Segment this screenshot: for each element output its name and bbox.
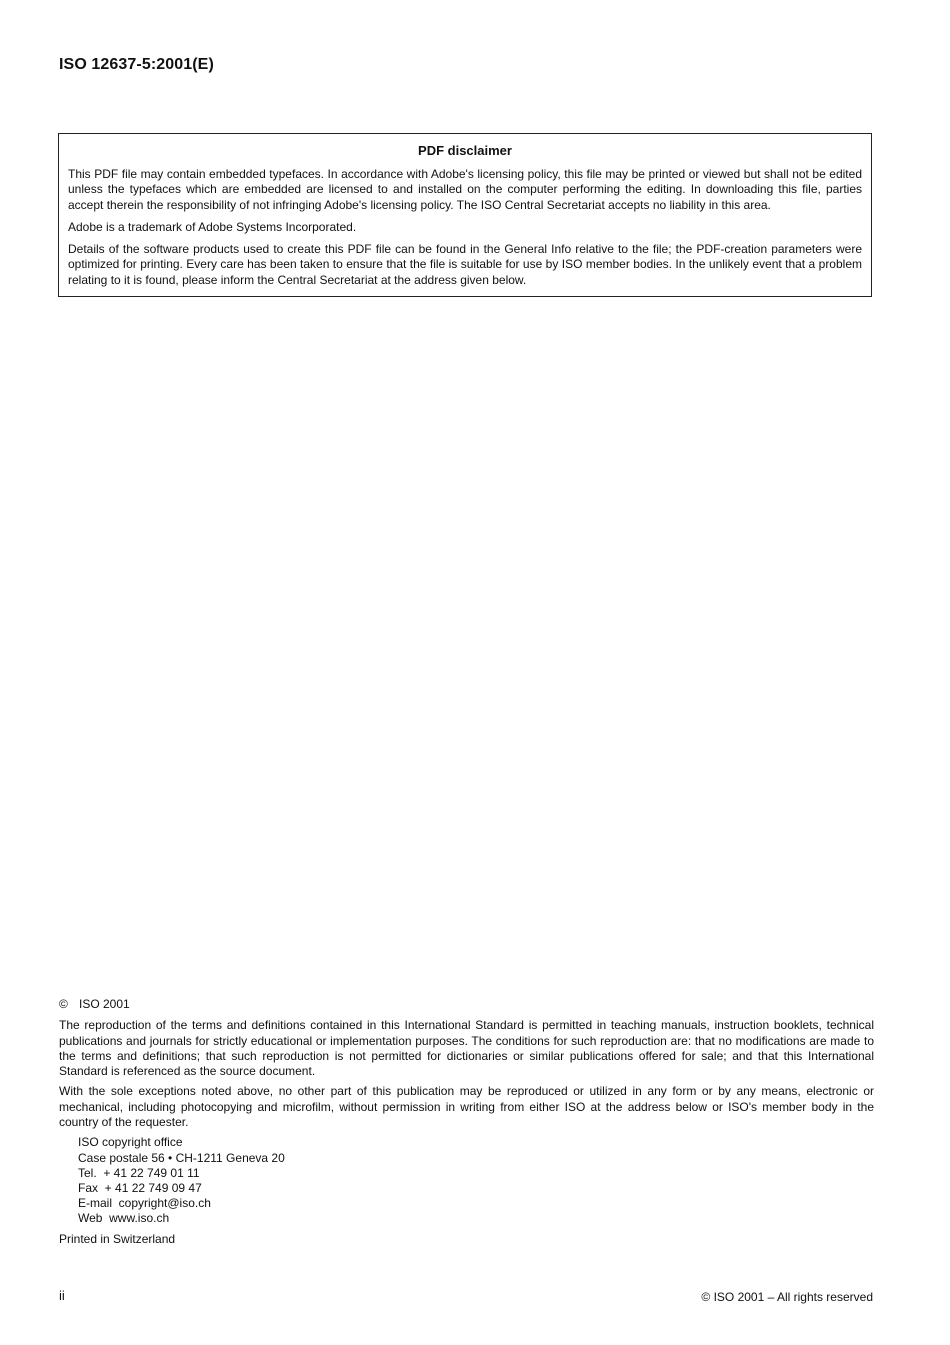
page-number: ii [59,1288,65,1303]
disclaimer-title: PDF disclaimer [418,143,512,158]
disclaimer-paragraph: Adobe is a trademark of Adobe Systems Incorporated. [68,219,357,234]
address-line: Fax + 41 22 749 09 47 [78,1180,202,1195]
copyright-year: ISO 2001 [79,997,130,1011]
copyright-paragraph: The reproduction of the terms and definitions contained in this International Standard is permitted in teaching manuals, instruction booklets, technical publications and journals for strictly educational or implementation purposes. The conditions for such reproduction are: that no modifications are made to the terms and definitions; that such reproduction is not permitted for dictionaries or similar publications offered for sale; and that this International Standard is referenced as the source document. [59,1018,874,1079]
printed-in: Printed in Switzerland [59,1231,176,1246]
copyright-paragraph: With the sole exceptions noted above, no other part of this publication may be reproduced or utilized in any form or by any means, electronic or mechanical, including photocopying and microfilm, without permission in writing from either ISO at the address below or ISO's member body in the country of the requester. [59,1084,874,1130]
address-line: Case postale 56 • CH-1211 Geneva 20 [78,1150,285,1165]
copyright-office-address [78,1135,874,1226]
address-line: Tel. + 41 22 749 01 11 [78,1165,200,1180]
copyright-notice [59,997,874,1252]
document-id: ISO 12637-5:2001(E) [59,56,214,73]
disclaimer-paragraph: This PDF file may contain embedded typefaces. In accordance with Adobe's licensing policy, this file may be printed or viewed but shall not be edited unless the typefaces which are embedded are licensed to and installed on the computer performing the editing. In downloading this file, parties accept therein the responsibility of not infringing Adobe's licensing policy. The ISO Central Secretariat accepts no liability in this area. [68,167,862,212]
copyright-symbol: © [59,997,68,1011]
address-line: E-mail copyright@iso.ch [78,1196,211,1211]
disclaimer-paragraph: Details of the software products used to create this PDF file can be found in the General Info relative to the file; the PDF-creation parameters were optimized for printing. Every care has been taken to ensure that the file is suitable for use by ISO member bodies. In the unlikely event that a problem relating to it is found, please inform the Central Secretariat at the address given below. [68,242,862,287]
footer-rights: © ISO 2001 – All rights reserved [701,1290,873,1304]
copyright-line [59,997,874,1012]
address-line: ISO copyright office [78,1135,183,1150]
pdf-disclaimer-box [58,133,872,297]
address-line: Web www.iso.ch [78,1211,170,1226]
